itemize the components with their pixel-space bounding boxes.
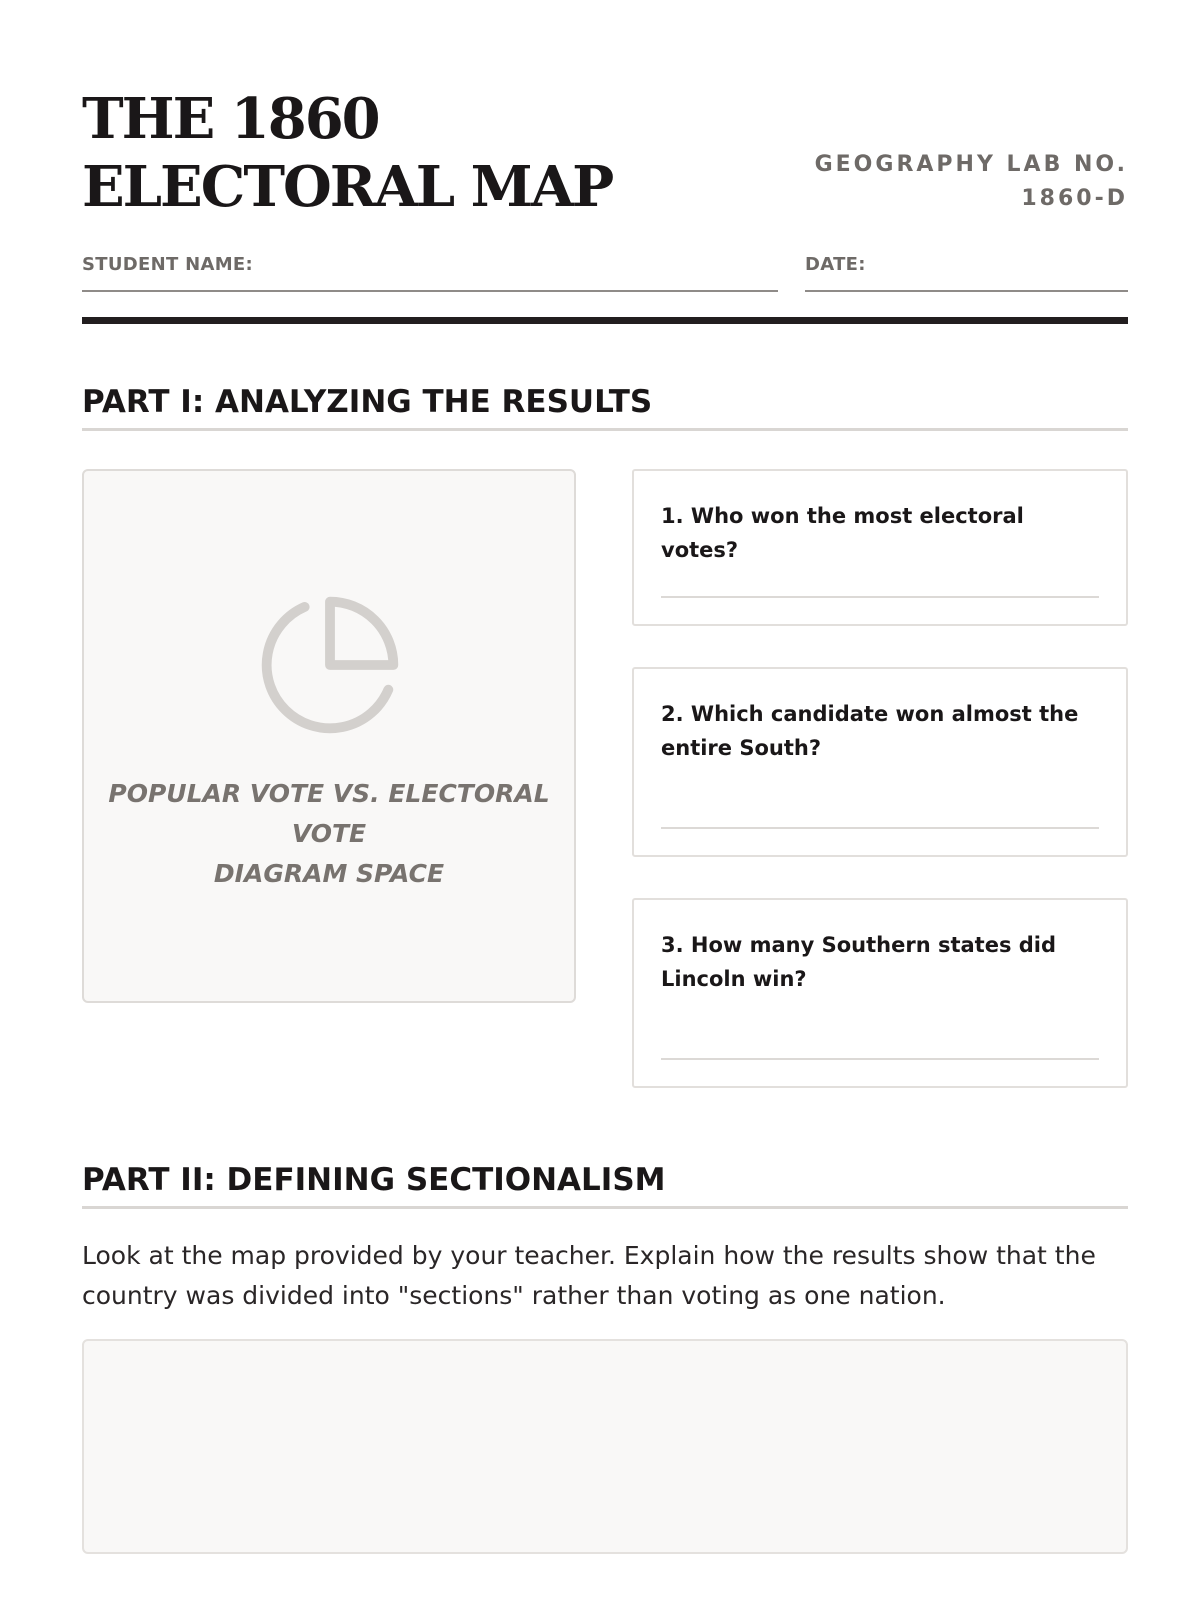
page-title: THE 1860 ELECTORAL MAP (82, 86, 613, 220)
pie-chart-icon (254, 589, 406, 741)
diagram-label (104, 774, 554, 894)
header-divider (82, 317, 1128, 324)
question-card-2 (632, 667, 1128, 857)
diagram-space (82, 469, 576, 1003)
question-card-1 (632, 469, 1128, 626)
date-field[interactable] (805, 254, 1128, 292)
student-name-label: STUDENT NAME: (82, 254, 254, 275)
part-1-heading: PART I: ANALYZING THE RESULTS (82, 382, 1128, 431)
answer-line-1[interactable] (661, 596, 1099, 598)
diagram-label-line-1: POPULAR VOTE VS. ELECTORAL VOTE (108, 779, 550, 848)
student-name-field[interactable] (82, 254, 778, 292)
part-2-heading: PART II: DEFINING SECTIONALISM (82, 1160, 1128, 1209)
worksheet-header (82, 85, 1128, 225)
question-3-text: 3. How many Southern states did Lincoln win? (661, 933, 1057, 991)
part-2-instructions: Look at the map provided by your teacher. Explain how the results show that the country was divided into "sections" rather than voting as one nation. (82, 1241, 1096, 1310)
diagram-label-line-2: DIAGRAM SPACE (213, 859, 445, 888)
lab-number: GEOGRAPHY LAB NO. 1860-D (814, 152, 1128, 211)
question-card-3 (632, 898, 1128, 1088)
sectionalism-response-box[interactable] (82, 1339, 1128, 1554)
answer-line-2[interactable] (661, 827, 1099, 829)
date-label: DATE: (805, 254, 866, 275)
question-2-text: 2. Which candidate won almost the entire South? (661, 702, 1079, 760)
question-1-text: 1. Who won the most electoral votes? (661, 504, 1024, 562)
answer-line-3[interactable] (661, 1058, 1099, 1060)
